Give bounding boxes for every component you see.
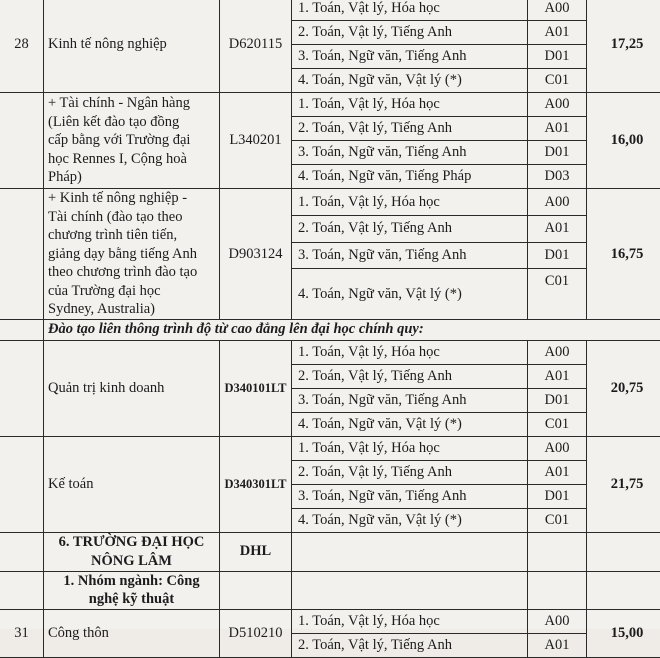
subject-combo: 3. Toán, Ngữ văn, Tiếng Anh (292, 484, 528, 508)
table-row (0, 340, 660, 364)
major-code: D340101LT (220, 340, 292, 436)
combo-code: A01 (528, 215, 587, 242)
major-name: + Tài chính - Ngân hàng (Liên kết đào tạo đồng cấp bằng với Trường đại học Rennes I, Cộng hoà Pháp) (44, 93, 220, 189)
combo-code: C01 (528, 508, 587, 532)
subject-combo: 1. Toán, Vật lý, Hóa học (292, 340, 528, 364)
major-name: Kinh tế nông nghiệp (44, 0, 220, 93)
school-name: 6. TRƯỜNG ĐẠI HỌC NÔNG LÂM (44, 532, 220, 571)
major-code: D510210 (220, 609, 292, 657)
subject-combo: 3. Toán, Ngữ văn, Tiếng Anh (292, 141, 528, 165)
major-name: Kế toán (44, 436, 220, 532)
group-name: 1. Nhóm ngành: Công nghệ kỹ thuật (44, 571, 220, 609)
table-row (0, 609, 660, 633)
school-code: DHL (220, 532, 292, 571)
row-number (0, 189, 44, 320)
section-row (0, 319, 660, 340)
major-name: + Kinh tế nông nghiệp - Tài chính (đào tạo theo chương trình tiên tiến, giảng dạy bằng tiếng Anh theo chương trình đào tạo của Trường đại học Sydney, Australia) (44, 189, 220, 320)
subject-combo: 3. Toán, Ngữ văn, Tiếng Anh (292, 388, 528, 412)
benchmark-score: 20,75 (587, 340, 660, 436)
combo-code: D03 (528, 165, 587, 189)
subject-combo: 2. Toán, Vật lý, Tiếng Anh (292, 633, 528, 657)
combo-code: A00 (528, 0, 587, 21)
school-row (0, 532, 660, 571)
combo-code: A01 (528, 460, 587, 484)
subject-combo: 4. Toán, Ngữ văn, Tiếng Pháp (292, 165, 528, 189)
table-row (0, 93, 660, 117)
row-number (0, 93, 44, 189)
subject-combo: 4. Toán, Ngữ văn, Vật lý (*) (292, 412, 528, 436)
benchmark-score: 16,75 (587, 189, 660, 320)
benchmark-score: 15,00 (587, 609, 660, 657)
subject-combo: 2. Toán, Vật lý, Tiếng Anh (292, 364, 528, 388)
combo-code: A01 (528, 117, 587, 141)
subject-combo: 1. Toán, Vật lý, Hóa học (292, 436, 528, 460)
subject-combo: 2. Toán, Vật lý, Tiếng Anh (292, 21, 528, 45)
row-number (0, 436, 44, 532)
subject-combo: 2. Toán, Vật lý, Tiếng Anh (292, 215, 528, 242)
combo-code: A01 (528, 364, 587, 388)
subject-combo: 4. Toán, Ngữ văn, Vật lý (*) (292, 69, 528, 93)
combo-code: A00 (528, 93, 587, 117)
row-number: 31 (0, 609, 44, 657)
subject-combo: 1. Toán, Vật lý, Hóa học (292, 189, 528, 216)
subject-combo: 3. Toán, Ngữ văn, Tiếng Anh (292, 45, 528, 69)
row-number (0, 340, 44, 436)
combo-code: D01 (528, 484, 587, 508)
major-name: Quản trị kinh doanh (44, 340, 220, 436)
combo-code: C01 (528, 69, 587, 93)
combo-code: D01 (528, 141, 587, 165)
table-row (0, 0, 660, 21)
row-number: 28 (0, 0, 44, 93)
combo-code: A01 (528, 21, 587, 45)
combo-code: A01 (528, 633, 587, 657)
table-row (0, 189, 660, 216)
major-code: D340301LT (220, 436, 292, 532)
combo-code: C01 (528, 412, 587, 436)
combo-code: A00 (528, 609, 587, 633)
combo-code: D01 (528, 45, 587, 69)
subject-combo: 3. Toán, Ngữ văn, Tiếng Anh (292, 242, 528, 269)
combo-code: D01 (528, 388, 587, 412)
combo-code: A00 (528, 436, 587, 460)
combo-code: A00 (528, 340, 587, 364)
subject-combo: 4. Toán, Ngữ văn, Vật lý (*) (292, 508, 528, 532)
benchmark-score: 16,00 (587, 93, 660, 189)
table-row (0, 436, 660, 460)
major-code: L340201 (220, 93, 292, 189)
subject-combo: 1. Toán, Vật lý, Hóa học (292, 609, 528, 633)
section-title: Đào tạo liên thông trình độ từ cao đẳng lên đại học chính quy: (44, 319, 660, 340)
benchmark-score: 17,25 (587, 0, 660, 93)
combo-code: D01 (528, 242, 587, 269)
combo-code: C01 (528, 269, 587, 319)
major-code: D903124 (220, 189, 292, 320)
benchmark-score: 21,75 (587, 436, 660, 532)
combo-code: A00 (528, 189, 587, 216)
subject-combo: 1. Toán, Vật lý, Hóa học (292, 93, 528, 117)
major-name: Công thôn (44, 609, 220, 657)
group-row (0, 571, 660, 609)
subject-combo: 2. Toán, Vật lý, Tiếng Anh (292, 117, 528, 141)
subject-combo: 2. Toán, Vật lý, Tiếng Anh (292, 460, 528, 484)
major-code: D620115 (220, 0, 292, 93)
subject-combo: 1. Toán, Vật lý, Hóa học (292, 0, 528, 21)
subject-combo: 4. Toán, Ngữ văn, Vật lý (*) (292, 269, 528, 319)
